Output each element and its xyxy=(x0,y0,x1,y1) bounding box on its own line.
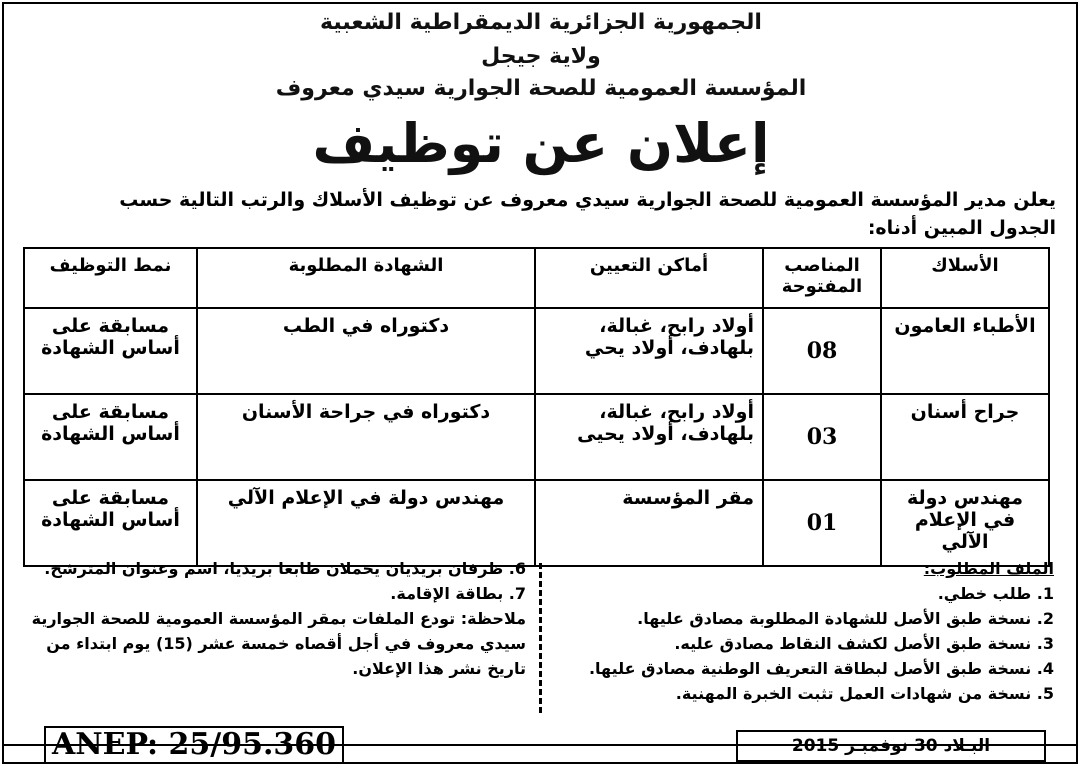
deposit-note: ملاحظة: تودع الملفات بمقر المؤسسة العمومية للصحة الجوارية سيدي معروف في أجل أقصاه خمسة عشر (15) يوم ابتداء من تاريخ نشر هذا الإعلان. xyxy=(31,609,526,678)
header-mode: نمط التوظيف xyxy=(24,248,197,308)
header-places: أماكن التعيين xyxy=(535,248,763,308)
dossier-section xyxy=(584,556,1054,706)
intro-line-2: الجدول المبين أدناه: xyxy=(867,217,1056,239)
page-title: إعلان عن توظيف xyxy=(312,112,770,175)
cell-places: مقر المؤسسة xyxy=(535,480,763,566)
header-count: المناصب المفتوحة xyxy=(763,248,881,308)
cell-mode: مسابقة على أساس الشهادة xyxy=(24,480,197,566)
table-row xyxy=(24,308,1049,394)
header-institution: المؤسسة العمومية للصحة الجوارية سيدي معروف xyxy=(275,76,807,101)
header-wilaya: ولاية جيجل xyxy=(481,44,601,69)
dossier-item: 6. ظرفان بريديان يحملان طابعا بريديا، اسم وعنوان المترشح. xyxy=(44,559,526,578)
cell-mode: مسابقة على أساس الشهادة xyxy=(24,308,197,394)
cell-corps: مهندس دولة في الإعلام الآلي xyxy=(881,480,1049,566)
header-diploma: الشهادة المطلوبة xyxy=(197,248,535,308)
dossier-item: 7. بطاقة الإقامة. xyxy=(390,584,526,603)
dossier-item: 4. نسخة طبق الأصل لبطاقة التعريف الوطنية مصادق عليها. xyxy=(588,659,1054,678)
cell-corps: الأطباء العامون xyxy=(881,308,1049,394)
header-corps: الأسلاك xyxy=(881,248,1049,308)
cell-corps: جراح أسنان xyxy=(881,394,1049,480)
positions-table xyxy=(23,247,1050,567)
cell-count: 01 xyxy=(763,480,881,566)
cell-diploma: دكتوراه في جراحة الأسنان xyxy=(197,394,535,480)
header-republic: الجمهورية الجزائرية الديمقراطية الشعبية xyxy=(320,10,762,35)
cell-mode: مسابقة على أساس الشهادة xyxy=(24,394,197,480)
cell-count: 03 xyxy=(763,394,881,480)
table-row xyxy=(24,394,1049,480)
anep-reference: ANEP: 25/95.360 xyxy=(44,726,344,764)
dossier-continued-section xyxy=(10,556,526,681)
cell-diploma: مهندس دولة في الإعلام الآلي xyxy=(197,480,535,566)
table-row xyxy=(24,480,1049,566)
cell-diploma: دكتوراه في الطب xyxy=(197,308,535,394)
dossier-item: 3. نسخة طبق الأصل لكشف النقاط مصادق عليه. xyxy=(674,634,1054,653)
column-divider xyxy=(539,563,542,713)
cell-places: أولاد رابح، غبالة، بلهادف، أولاد يحيى xyxy=(535,394,763,480)
dossier-item: 5. نسخة من شهادات العمل تثبت الخبرة المهنية. xyxy=(675,684,1054,703)
cell-count: 08 xyxy=(763,308,881,394)
dossier-item: 1. طلب خطي. xyxy=(937,584,1054,603)
publication-date: البـلاد 30 نوفمبـر 2015 xyxy=(736,730,1046,762)
table-header-row xyxy=(24,248,1049,308)
dossier-item: 2. نسخة طبق الأصل للشهادة المطلوبة مصادق عليها. xyxy=(637,609,1054,628)
cell-places: أولاد رابح، غبالة، بلهادف، أولاد يحي xyxy=(535,308,763,394)
dossier-title: الملف المطلوب: xyxy=(923,559,1054,578)
intro-line-1: يعلن مدير المؤسسة العمومية للصحة الجوارية سيدي معروف عن توظيف الأسلاك والرتب التالية حسب xyxy=(119,189,1056,211)
